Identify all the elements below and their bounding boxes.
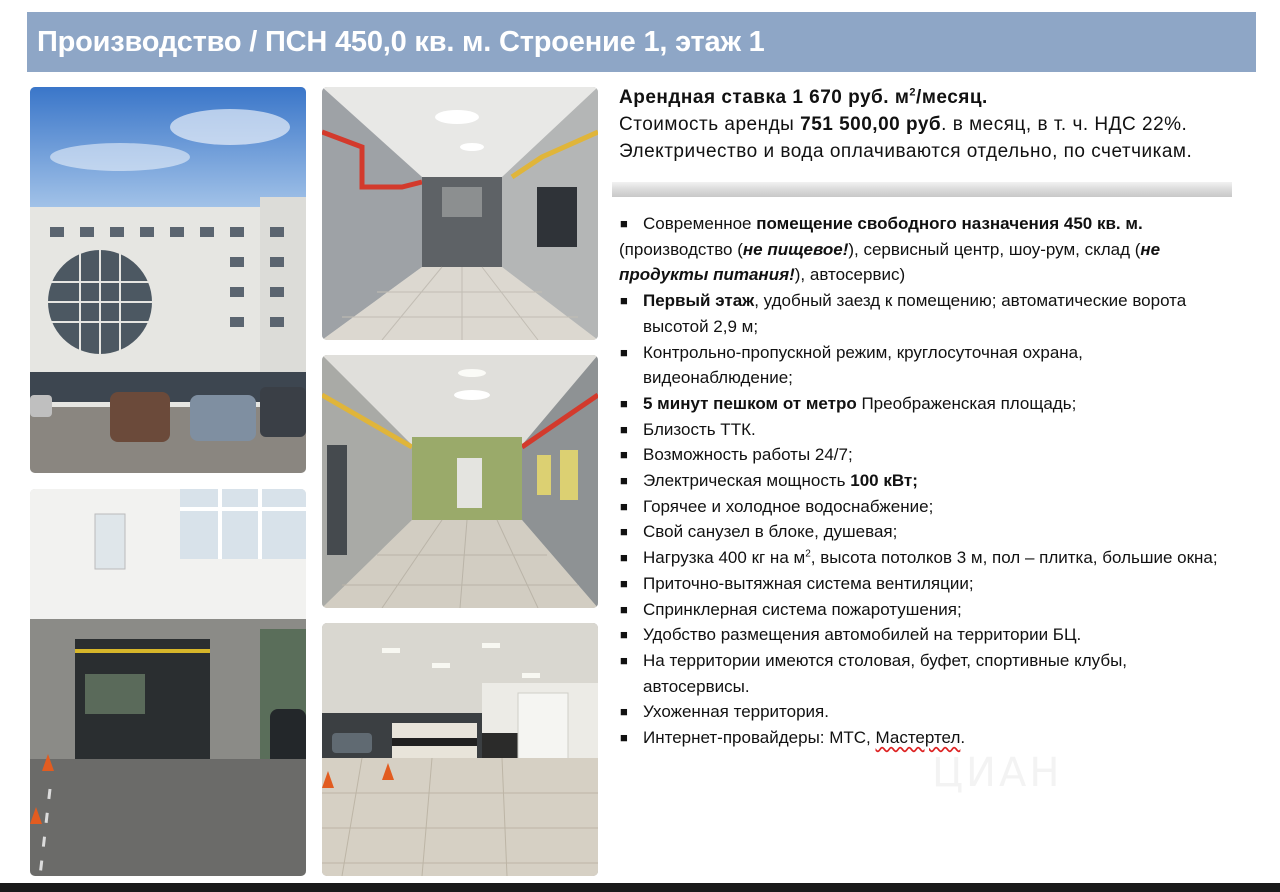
bullet-icon: ■ <box>620 447 628 463</box>
feature-item: ■ На территории имеются столовая, буфет, спортивные клубы, автосервисы. <box>619 648 1259 699</box>
rental-cost: Стоимость аренды 751 500,00 руб. в месяц, в т. ч. НДС 22%. <box>619 114 1188 135</box>
price-block <box>619 84 1249 165</box>
watermark: ЦИАН <box>932 750 1063 796</box>
bullet-icon: ■ <box>620 498 628 514</box>
feature-item: ■ Современное помещение свободного назначения 450 кв. м. (производство (не пищевое!), сервисный центр, шоу-рум, склад (не продукты питания!), автосервис) <box>619 211 1259 288</box>
bullet-icon: ■ <box>620 601 628 617</box>
bullet-icon: ■ <box>620 627 628 643</box>
bullet-icon: ■ <box>620 550 628 566</box>
bullet-icon: ■ <box>620 730 628 746</box>
feature-item: ■ 5 минут пешком от метро Преображенская площадь; <box>619 391 1259 417</box>
corridor-photo-1 <box>322 87 598 340</box>
utilities-note: Электричество и вода оплачиваются отдельно, по счетчикам. <box>619 141 1193 162</box>
bullet-icon: ■ <box>620 216 628 231</box>
feature-item: ■ Спринклерная система пожаротушения; <box>619 597 1259 623</box>
section-divider <box>612 182 1232 197</box>
feature-item: ■ Первый этаж, удобный заезд к помещению; автоматические ворота высотой 2,9 м; <box>619 288 1259 339</box>
feature-item: ■ Горячее и холодное водоснабжение; <box>619 494 1259 520</box>
title-bar <box>27 12 1256 72</box>
feature-item: ■ Возможность работы 24/7; <box>619 442 1259 468</box>
feature-item: ■ Свой санузел в блоке, душевая; <box>619 519 1259 545</box>
garage-entrance-photo <box>30 489 306 876</box>
corridor-photo-2 <box>322 355 598 608</box>
feature-item: ■ Электрическая мощность 100 кВт; <box>619 468 1259 494</box>
spellcheck-underlined-word: Мастертел <box>875 728 961 748</box>
feature-list <box>619 211 1259 751</box>
bullet-icon: ■ <box>620 524 628 540</box>
bullet-icon: ■ <box>620 395 628 411</box>
bullet-icon: ■ <box>620 421 628 437</box>
bottom-bar <box>0 883 1280 892</box>
bullet-icon: ■ <box>620 293 628 309</box>
rental-rate: Арендная ставка 1 670 руб. $м^2$/месяц. <box>619 86 988 108</box>
bullet-icon: ■ <box>620 344 628 360</box>
page-title: Производство / ПСН 450,0 кв. м. Строение 1, этаж 1 <box>37 25 765 58</box>
bullet-icon: ■ <box>620 652 628 668</box>
feature-item: ■ Ухоженная территория. <box>619 699 1259 725</box>
feature-item: ■ Интернет-провайдеры: МТС, Мастертел. <box>619 725 1259 751</box>
feature-item: ■ Удобство размещения автомобилей на территории БЦ. <box>619 622 1259 648</box>
feature-item: ■ Приточно-вытяжная система вентиляции; <box>619 571 1259 597</box>
bullet-icon: ■ <box>620 473 628 489</box>
feature-item: ■ Близость ТТК. <box>619 417 1259 443</box>
bullet-icon: ■ <box>620 704 628 720</box>
top-strip <box>0 0 1280 6</box>
building-exterior-photo <box>30 87 306 473</box>
feature-item: ■ Контрольно-пропускной режим, круглосуточная охрана, видеонаблюдение; <box>619 340 1259 391</box>
feature-item: ■ Нагрузка 400 кг на $м^2$, высота потолков 3 м, пол – плитка, большие окна; <box>619 545 1259 571</box>
parking-interior-photo <box>322 623 598 876</box>
bullet-icon: ■ <box>620 575 628 591</box>
